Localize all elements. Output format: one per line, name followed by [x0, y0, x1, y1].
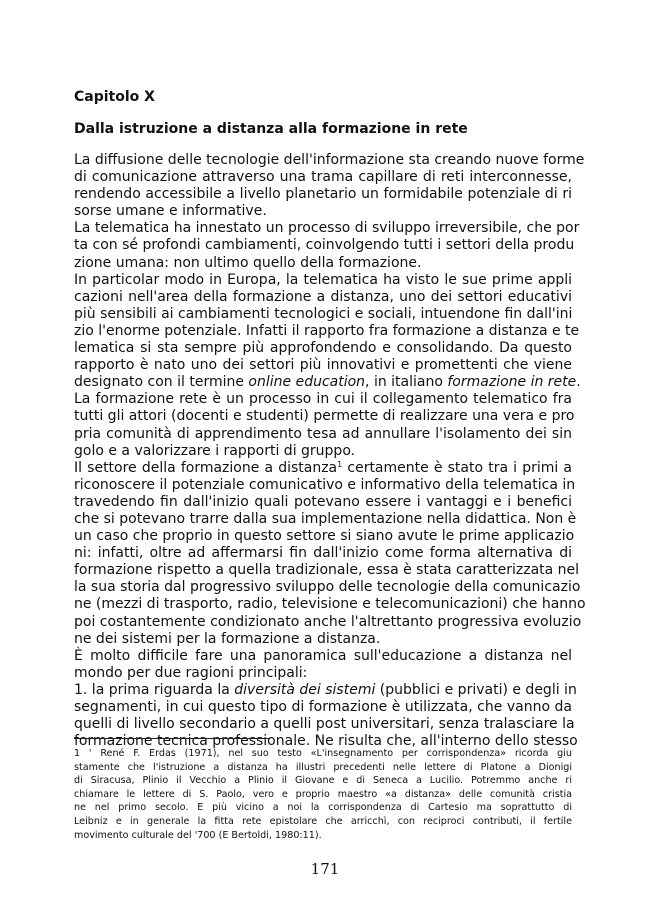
footnote-line	[74, 774, 572, 788]
body-line	[74, 545, 572, 562]
body-line	[74, 322, 580, 340]
footnote-line	[74, 801, 572, 815]
text-run: poi costantemente condizionato anche l'altrettanto progressiva evoluzio	[74, 613, 582, 630]
text-run: più sensibili ai cambiamenti tecnologici e sociali, intuendone fin dall'ini	[74, 305, 573, 322]
text-run: In particolar modo in Europa, la telematica ha visto le sue prime appli	[74, 271, 572, 288]
text-run: riconoscere il potenziale comunicativo e informativo della telematica in	[74, 476, 576, 493]
text-run: rendendo accessibile a livello planetario un formidabile potenziale di ri	[74, 186, 572, 203]
footnote-separator	[74, 738, 270, 739]
text-run: quelli di livello secondario a quelli post universitari, senza tralasciare la	[74, 716, 575, 733]
text-run: segnamenti, in cui questo tipo di formazione è utilizzata, che vanno da	[74, 699, 572, 715]
text-run: 1 ' René F. Erdas (1971), nel suo testo «L'insegnamento per corrispondenza» ricorda giu	[74, 748, 572, 759]
text-run: formazione tecnica professionale. Ne risulta che, all'interno dello stesso	[74, 733, 578, 750]
text-run: sorse umane e informative.	[74, 203, 267, 220]
text-run: golo e a valorizzare i rapporti di gruppo.	[74, 442, 356, 459]
body-line	[74, 631, 572, 648]
text-run: È molto difficile fare una panoramica sull'educazione a distanza nel	[74, 647, 572, 664]
body-line	[74, 289, 572, 306]
text-run: lematica si sta sempre più approfondendo e consolidando. Da questo	[74, 340, 572, 357]
text-run: movimento culturale del '700 (E Bertoldi, 1980:11).	[74, 829, 322, 841]
body-line	[74, 648, 572, 665]
chapter-heading: Capitolo X	[74, 89, 155, 105]
body-line	[74, 579, 581, 596]
footnote	[74, 747, 572, 842]
footnote-line	[74, 829, 572, 843]
text-run: ne (mezzi di trasporto, radio, televisione e telecomunicazioni) che hanno	[74, 596, 586, 613]
text-run: mondo per due ragioni principali:	[74, 664, 308, 681]
body-line	[74, 186, 572, 203]
text-run: zione umana: non ultimo quello della formazione.	[74, 254, 422, 271]
body-line	[74, 699, 572, 716]
text-run: ne dei sistemi per la formazione a distanza.	[74, 630, 381, 647]
body-line	[74, 255, 572, 272]
italic-term: formazione in rete	[447, 374, 577, 391]
italic-term: online education	[248, 374, 366, 391]
text-run: pria comunità di apprendimento tesa ad annullare l'isolamento dei sin	[74, 425, 572, 442]
text-run: La telematica ha innestato un processo di sviluppo irreversibile, che por	[74, 220, 580, 237]
body-line	[74, 374, 581, 391]
text-run: La diffusione delle tecnologie dell'informazione sta creando nuove forme	[74, 152, 585, 168]
text-run: di Siracusa, Plinio il Vecchio a Plinio il Giovane e di Seneca a Lucilio. Potremmo anche ri	[74, 775, 572, 787]
text-run: rapporto è nato uno dei settori più innovativi e promettenti che viene	[74, 357, 572, 374]
text-run: un caso che proprio in questo settore si siano avute le prime applicazio	[74, 528, 575, 545]
text-run: ta con sé profondi cambiamenti, coinvolgendo tutti i settori della produ	[74, 237, 575, 254]
body-line	[74, 613, 582, 631]
text-run: 1. la prima riguarda la	[74, 681, 235, 698]
text-run: zio l'enorme potenziale. Infatti il rapporto fra formazione a distanza e te	[74, 322, 580, 339]
body-line	[74, 494, 572, 511]
page-number: 171	[310, 860, 340, 878]
body-line	[74, 476, 576, 494]
text-run: certamente è stato tra i primi a	[342, 459, 572, 476]
text-run: chiamare le lettere di S. Paolo, vero e proprio maestro «a distanza» delle comunità cristia	[74, 788, 572, 800]
body-line	[74, 510, 577, 528]
body-line	[74, 220, 580, 237]
body-line	[74, 152, 585, 169]
body-line	[74, 391, 572, 408]
text-run: stamente che l'istruzione a distanza ha illustri precedenti nelle lettere di Platone a Dionigi	[74, 761, 572, 773]
text-run: la sua storia dal progressivo sviluppo delle tecnologie della comunicazio	[74, 579, 581, 596]
body-line	[74, 272, 572, 289]
text-run: .	[576, 374, 581, 391]
text-run: ne nel primo secolo. E più vicino a noi la corrispondenza di Cartesio ma soprattutto di	[74, 802, 572, 814]
body-line	[74, 596, 586, 613]
body-line	[74, 169, 572, 186]
body-line	[74, 203, 572, 220]
text-run: designato con il termine	[74, 374, 249, 391]
body-line	[74, 562, 580, 579]
italic-term: diversità dei sistemi	[234, 681, 376, 698]
text-run: che si potevano trarre dalla sua implementazione nella didattica. Non è	[74, 510, 577, 527]
text-run: Leibniz e in generale la fitta rete epistolare che arricchì, con reciproci contributi, il fertile	[74, 815, 572, 827]
body-line	[74, 340, 572, 357]
body-line	[74, 443, 572, 460]
text-run: (pubblici e privati) e degli in	[375, 681, 577, 698]
text-run: ni: infatti, oltre ad affermarsi fin dall'inizio come forma alternativa di	[74, 545, 572, 562]
body-line	[74, 528, 575, 545]
body-line	[74, 460, 572, 477]
text-run: travedendo fin dall'inizio quali potevano essere i vantaggi e i benefici	[74, 493, 572, 510]
footnote-line	[74, 747, 572, 761]
text-run: di comunicazione attraverso una trama capillare di reti interconnesse,	[74, 169, 572, 186]
body-line	[74, 426, 572, 443]
body-line	[74, 237, 575, 254]
footnote-line	[74, 815, 572, 829]
text-run: Il settore della formazione a distanza	[74, 459, 338, 476]
body-line	[74, 681, 577, 699]
text-run: , in italiano	[365, 374, 448, 391]
body-line	[74, 357, 572, 374]
body-text	[74, 152, 586, 750]
footnote-marker: 1	[337, 459, 343, 469]
body-line	[74, 716, 575, 733]
body-line	[74, 306, 572, 323]
body-line	[74, 665, 572, 682]
footnote-line	[74, 761, 572, 775]
footnote-line	[74, 788, 572, 802]
text-run: cazioni nell'area della formazione a distanza, uno dei settori educativi	[74, 288, 572, 305]
text-run: La formazione rete è un processo in cui il collegamento telematico fra	[74, 391, 572, 408]
text-run: tutti gli attori (docenti e studenti) permette di realizzare una vera e pro	[74, 408, 575, 425]
section-title: Dalla istruzione a distanza alla formazione in rete	[74, 121, 468, 137]
text-run: formazione rispetto a quella tradizionale, essa è stata caratterizzata nel	[74, 562, 580, 579]
body-line	[74, 408, 575, 425]
